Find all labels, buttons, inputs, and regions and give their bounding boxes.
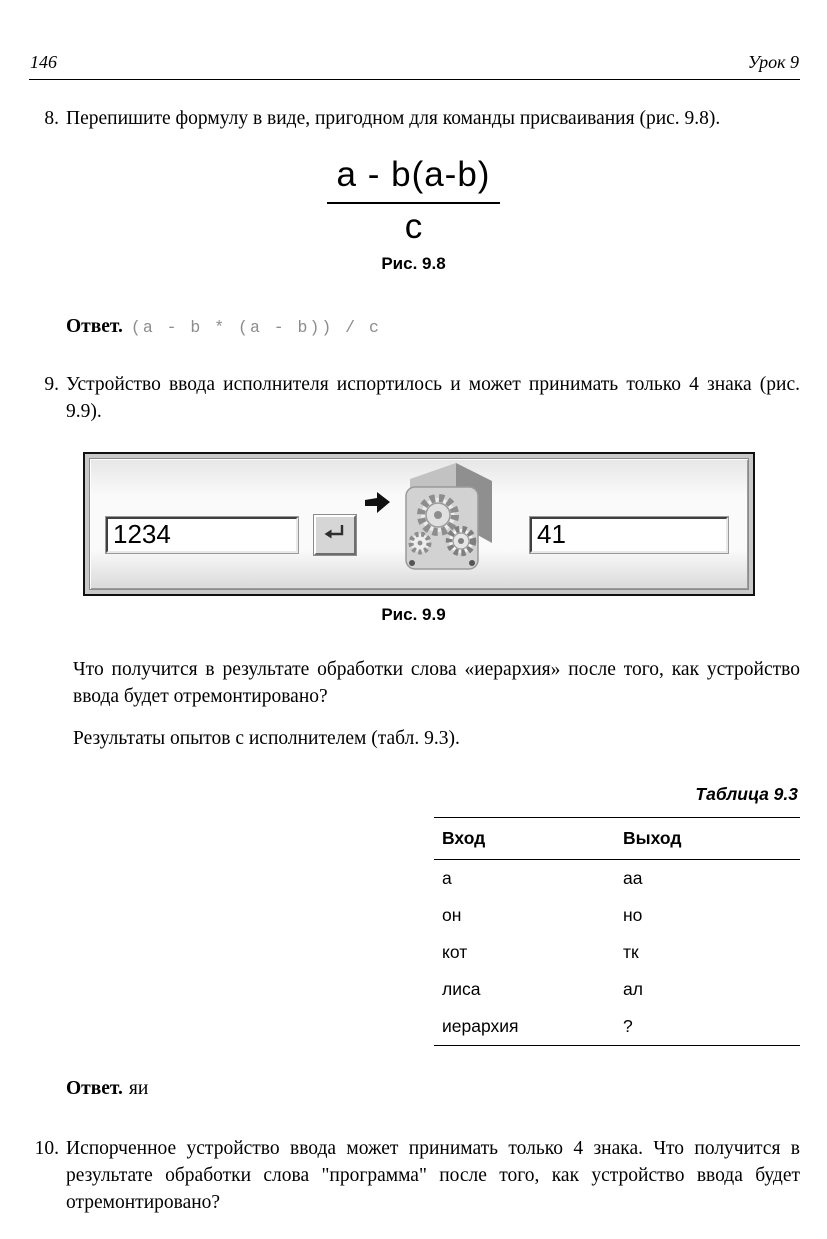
device-output-field[interactable] [530, 517, 728, 553]
figure-caption-9-8: Рис. 9.8 [381, 253, 446, 273]
answer-text: яи [128, 1078, 149, 1100]
fraction [327, 155, 501, 247]
table-header-input: Вход [442, 828, 486, 849]
enter-button[interactable] [314, 515, 356, 555]
answer-row-9 [0, 1078, 827, 1100]
cell-input: иерархия [442, 1016, 519, 1037]
page-header [0, 52, 827, 77]
exercise-item-9 [0, 372, 827, 426]
cell-output: аа [623, 868, 643, 889]
page-number: 146 [30, 52, 57, 72]
enter-arrow-icon [323, 522, 347, 547]
table-row [434, 971, 800, 1008]
results-intro: Результаты опытов с исполнителем (табл. 9.3). [73, 727, 460, 749]
formula-numerator: a - b(a-b) [327, 155, 501, 204]
header-rule [29, 79, 800, 80]
cell-input: он [442, 905, 462, 926]
item-text: Перепишите формулу в виде, пригодном для команды присваивания (рис. 9.8). [66, 108, 721, 129]
item-number: 8. [44, 108, 59, 129]
table-caption: Таблица 9.3 [695, 784, 798, 805]
item-text: Устройство ввода исполнителя испортилось и может принимать только 4 знака (рис. 9.9). [66, 373, 800, 422]
question-paragraph: Что получится в результате обработки слова «иерархия» после того, как устройство ввода будет отремонтировано? [73, 658, 800, 707]
formula-figure [0, 155, 827, 247]
cell-output: ? [623, 1016, 633, 1037]
cell-input: кот [442, 942, 468, 963]
table-row [434, 934, 800, 971]
cell-input: а [442, 868, 452, 889]
cell-output: тк [623, 942, 639, 963]
device-figure [83, 452, 755, 596]
table-header-row [434, 818, 800, 860]
machine-gears-icon [398, 459, 496, 580]
answer-code: (a - b * (a - b)) / c [130, 317, 381, 337]
results-table [434, 817, 800, 1046]
cell-output: но [623, 905, 643, 926]
answer-label: Ответ. [66, 315, 123, 337]
item-text: Испорченное устройство ввода может принимать только 4 знака. Что получится в результате обработки слова "программа" после того, как устройство ввода будет отремонтировано? [66, 1138, 800, 1214]
table-header-output: Выход [623, 828, 682, 849]
answer-label: Ответ. [66, 1078, 123, 1100]
formula-denominator: c [404, 206, 423, 246]
table-row [434, 860, 800, 897]
item-number: 9. [44, 373, 59, 395]
device-input-field[interactable] [106, 517, 298, 553]
cell-input: лиса [442, 979, 481, 1000]
item-number: 10. [34, 1138, 59, 1160]
lesson-title: Урок 9 [747, 52, 799, 72]
table-row [434, 1008, 800, 1045]
device-panel [89, 458, 749, 590]
process-arrow-icon [362, 490, 392, 521]
exercise-item-8 [0, 106, 827, 133]
figure-caption-9-9: Рис. 9.9 [381, 604, 446, 624]
exercise-item-10 [0, 1136, 827, 1217]
cell-output: ал [623, 979, 643, 1000]
answer-row-8 [0, 316, 827, 338]
table-row [434, 897, 800, 934]
